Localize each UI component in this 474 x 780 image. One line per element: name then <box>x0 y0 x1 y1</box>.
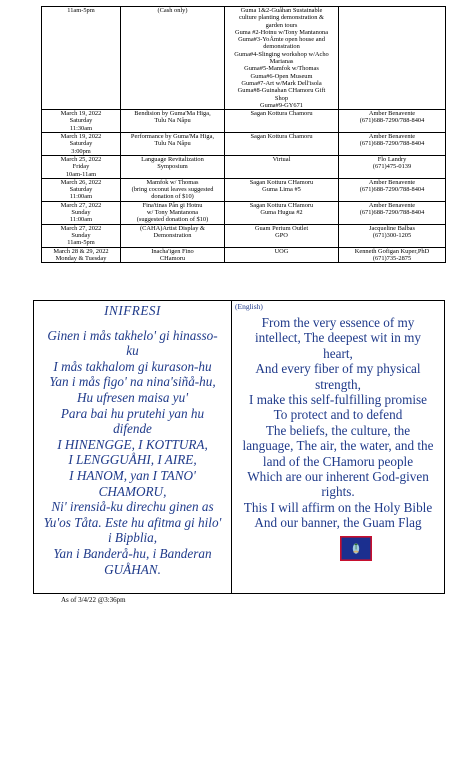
cell-line: Jacqueline Balbas <box>369 224 415 232</box>
cell-line: (671)688-7290/788-8404 <box>359 186 425 194</box>
table-row <box>42 133 446 156</box>
cell-line: Monday & Tuesday <box>55 254 107 262</box>
cell-line: Guma#3-YoÅmte open house and <box>238 36 325 44</box>
cell-line: 3:00pm <box>71 147 91 155</box>
date-cell <box>42 247 121 263</box>
events-table-body <box>42 7 446 263</box>
pledge-line: Yu'os Tåta. Este hu afitma gi hilo' <box>43 514 222 530</box>
pledge-chamoru-text <box>34 328 231 578</box>
cell-line: (CAHA)Artist Display & <box>140 224 205 232</box>
cell-line: 11:00am <box>69 193 93 201</box>
pledge-line: I HINENGGE, I KOTTURA, <box>57 436 208 452</box>
cell-line: Guma#8-Guinahan CHamoru Gift <box>237 87 326 95</box>
date-cell <box>42 133 121 156</box>
cell-line: Fina'tinas Pån gi Hotnu <box>142 201 203 209</box>
cell-line: 10am-11am <box>65 170 97 178</box>
pledge-line: Ni' irensiå-ku direchu ginen as <box>51 499 214 515</box>
cell-line: Guma #2-Hotnu w/Tony Mantanona <box>234 28 329 36</box>
cell-line: Performance by Guma'Ma Higa, <box>130 133 215 141</box>
date-cell <box>42 224 121 247</box>
cell-line: Guma Lima #5 <box>262 186 301 194</box>
contact-cell <box>339 155 446 178</box>
table-row <box>42 224 446 247</box>
location-cell <box>225 247 339 263</box>
cell-line: March 26, 2022 <box>60 178 102 186</box>
cell-line: March 28 & 29, 2022 <box>53 247 109 255</box>
date-cell <box>42 201 121 224</box>
cell-line: Language Revitalization <box>141 155 204 163</box>
contact-cell <box>339 201 446 224</box>
cell-line: Inacha'igen Fino <box>151 247 194 255</box>
pledge-line: I mås takhalom gi kurason-hu <box>53 358 212 374</box>
pledge-line: intellect, The deepest wit in my <box>254 330 422 346</box>
event-cell <box>121 7 225 110</box>
contact-cell <box>339 7 446 110</box>
cell-line: 11:30am <box>69 124 93 132</box>
pledge-line: land of the CHamoru people <box>262 453 414 469</box>
cell-line: March 27, 2022 <box>60 224 102 232</box>
event-cell <box>121 201 225 224</box>
pledge-line: rights. <box>321 484 355 500</box>
pledge-line: Which are our inherent God-given <box>247 469 429 485</box>
event-cell <box>121 224 225 247</box>
cell-line: Demonstration <box>153 231 192 239</box>
pledge-line: strength, <box>315 376 361 392</box>
english-tag-open: ( <box>235 302 238 311</box>
table-row <box>42 7 446 110</box>
pledge-line: language, The air, the water, and the <box>242 438 434 454</box>
pledge-line: heart, <box>323 345 353 361</box>
cell-line: Bendision by Guma'Ma Higa, <box>134 110 211 118</box>
pledge-line: i Bipblia, <box>107 530 158 546</box>
table-row <box>42 201 446 224</box>
cell-line: (suggested donation of $10) <box>136 216 209 224</box>
cell-line: Sagan Kottura Chamoru <box>250 110 313 118</box>
cell-line: Guma Hugua #2 <box>260 209 303 217</box>
cell-line: (671)475-0139 <box>372 163 412 171</box>
cell-line: Sagan Kottura CHamoru <box>249 178 314 186</box>
english-tag <box>235 302 263 311</box>
pledge-line: From the very essence of my <box>261 315 415 330</box>
date-cell <box>42 110 121 133</box>
cell-line: Marianas <box>269 58 294 66</box>
cell-line: UOG <box>274 247 289 255</box>
cell-line: March 27, 2022 <box>60 201 102 209</box>
cell-line: demonstration <box>263 43 300 51</box>
cell-line: Saturday <box>69 117 93 125</box>
pledge-english-text <box>232 301 444 531</box>
cell-line: Saturday <box>69 140 93 148</box>
cell-line: Saturday <box>69 186 93 194</box>
contact-cell <box>339 224 446 247</box>
pledge-line: I HANOM, yan I TANO' <box>69 467 196 483</box>
location-cell <box>225 224 339 247</box>
pledge-box <box>33 300 445 594</box>
cell-line: w/ Tony Mantanona <box>146 209 199 217</box>
cell-line: March 19, 2022 <box>60 133 102 141</box>
guam-flag-icon <box>340 536 372 561</box>
cell-line: (671)688-7290/788-8404 <box>359 140 425 148</box>
cell-line: Guma#9-GY671 <box>260 101 303 109</box>
cell-line: Kenneth Gofigan Kuper,PhD <box>354 247 430 255</box>
cell-line: 11am-5pm <box>67 239 95 247</box>
cell-line: Mamfok w/ Thomas <box>146 178 199 186</box>
pledge-line: Ginen i mås takhelo' gi hinasso- <box>47 327 218 343</box>
cell-line: Amber Benavente <box>368 133 416 141</box>
cell-line: Sagan Kottura CHamoru <box>249 201 314 209</box>
cell-line: Symposium <box>157 163 188 171</box>
cell-line: Amber Benavente <box>368 201 416 209</box>
pledge-line: Yan i Banderå-hu, i Banderan <box>53 545 212 561</box>
location-cell <box>225 110 339 133</box>
table-row <box>42 178 446 201</box>
pledge-line: I make this self-fulfilling promise <box>249 392 427 408</box>
cell-line: (671)688-7290/788-8404 <box>359 209 425 217</box>
event-cell <box>121 133 225 156</box>
pledge-line: To protect and to defend <box>273 407 403 423</box>
contact-cell <box>339 133 446 156</box>
cell-line: Sagan Kottura Chamoru <box>250 133 313 141</box>
pledge-line: The beliefs, the culture, the <box>265 422 411 438</box>
pledge-line: difende <box>113 421 152 437</box>
date-cell <box>42 7 121 110</box>
pledge-line: GUÅHAN. <box>104 561 161 577</box>
cell-line: Guma#4-Slinging workshop w/Acho <box>234 50 329 58</box>
as-of-timestamp: As of 3/4/22 @3:36pm <box>61 596 126 604</box>
cell-line: Flo Landry <box>377 155 407 163</box>
cell-line: Guma#6-Open Museum <box>250 72 313 80</box>
pledge-line: CHAMORU, <box>98 483 167 499</box>
cell-line: Sunday <box>71 209 91 217</box>
cell-line: (Cash only) <box>157 7 188 14</box>
pledge-line: I LENGGUÅHI, I AIRE, <box>68 452 197 468</box>
cell-line: Guma#7-Art w/Mark Dell'isola <box>241 79 322 87</box>
location-cell <box>225 133 339 156</box>
cell-line: Friday <box>72 163 90 171</box>
location-cell <box>225 178 339 201</box>
pledge-line: And every fiber of my physical <box>255 361 421 377</box>
cell-line: Shop <box>274 94 289 102</box>
pledge-title: INIFRESI <box>104 303 161 318</box>
event-cell <box>121 155 225 178</box>
date-cell <box>42 155 121 178</box>
cell-line: Guma 1&2-Guåhan Sustainable <box>240 7 323 14</box>
cell-line: Virtual <box>272 155 291 163</box>
cell-line: (671)688-7290/788-8404 <box>359 117 425 125</box>
contact-cell <box>339 110 446 133</box>
events-table <box>41 6 446 263</box>
cell-line: March 25, 2022 <box>60 155 102 163</box>
pledge-line: And our banner, the Guam Flag <box>254 515 422 531</box>
cell-line: (bring coconut leaves suggested <box>131 186 214 194</box>
cell-line: Amber Benavente <box>368 110 416 118</box>
table-row <box>42 247 446 263</box>
cell-line: Tulu Na Nåpu <box>154 117 191 125</box>
pledge-line: ku <box>126 343 139 359</box>
pledge-line: Para bai hu prutehi yan hu <box>60 405 205 421</box>
cell-line: Tulu Na Nåpu <box>154 140 191 148</box>
event-cell <box>121 178 225 201</box>
cell-line: Guma#5-Mamfok w/Thomas <box>244 65 319 73</box>
english-link[interactable]: English <box>237 302 261 311</box>
pledge-line: This I will affirm on the Holy Bible <box>243 499 433 515</box>
cell-line: 11am-5pm <box>67 7 95 14</box>
table-row <box>42 155 446 178</box>
location-cell <box>225 201 339 224</box>
location-cell <box>225 7 339 110</box>
pledge-english-column <box>232 301 444 593</box>
event-cell <box>121 110 225 133</box>
cell-line: March 19, 2022 <box>60 110 102 118</box>
pledge-chamoru-column <box>34 301 232 593</box>
event-cell <box>121 247 225 263</box>
date-cell <box>42 178 121 201</box>
pledge-line: Hu ufresen maisa yu' <box>76 389 189 405</box>
cell-line: 11:00am <box>69 216 93 224</box>
cell-line: donation of $10) <box>151 193 194 201</box>
contact-cell <box>339 247 446 263</box>
cell-line: GPO <box>275 231 288 239</box>
cell-line: (671)300-1205 <box>372 231 412 239</box>
cell-line: Sunday <box>71 231 91 239</box>
table-row <box>42 110 446 133</box>
cell-line: garden tours <box>265 21 298 29</box>
english-tag-close: ) <box>260 302 263 311</box>
cell-line: (671)735-2875 <box>372 254 412 262</box>
cell-line: Guam Perium Outlet <box>254 224 309 232</box>
location-cell <box>225 155 339 178</box>
pledge-line: Yan i mås figo' na nina'siñå-hu, <box>49 374 216 390</box>
cell-line: Amber Benavente <box>368 178 416 186</box>
cell-line: culture planting demonstration & <box>238 14 324 22</box>
contact-cell <box>339 178 446 201</box>
cell-line: CHamoru <box>159 254 186 262</box>
